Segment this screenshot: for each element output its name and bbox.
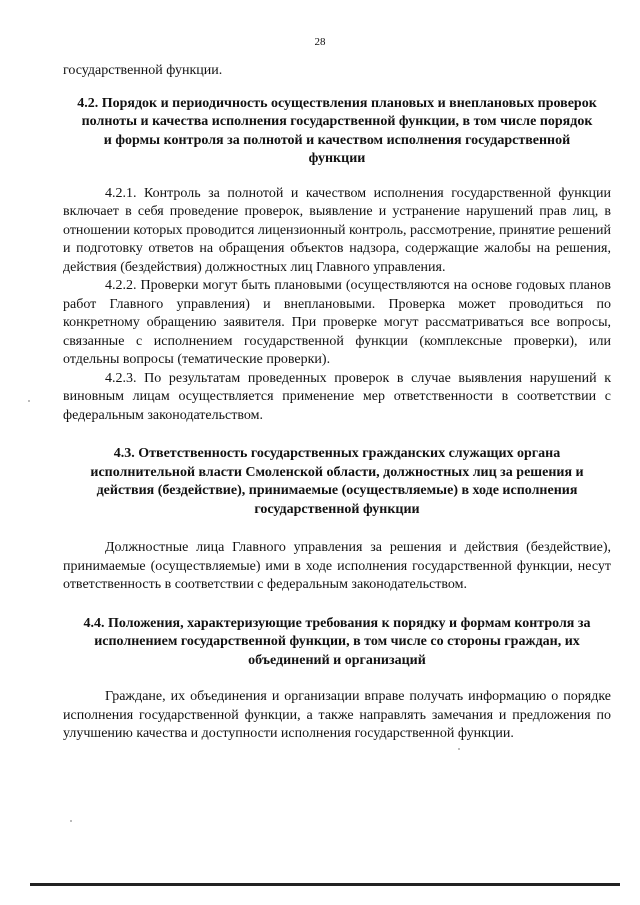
paragraph-4-2-3: 4.2.3. По результатам проведенных проверок в случае выявления нарушений к виновным лицам осуществляется применение мер ответственности в соответствии с федеральным законодательством. [63, 370, 611, 423]
page-number: 28 [314, 36, 326, 48]
scan-speck [28, 400, 30, 402]
scan-speck [458, 748, 460, 750]
paragraph-4-2-1: 4.2.1. Контроль за полнотой и качеством исполнения государственной функции включает в себя проведение проверок, выявление и устранение нарушений прав лиц, в отношении которых проводится лицензионный контроль, рассмотрение, принятие решений и подготовку ответов на обращения объектов надзора, содержащие жалобы на решения, действия (бездействия) должностных лиц Главного управления. [63, 185, 611, 275]
section-heading-4-4: 4.4. Положения, характеризующие требования к порядку и формам контроля за исполнением государственной функции, в том числе со стороны граждан, их объединений и организаций [83, 615, 591, 668]
carry-over-text: государственной функции. [63, 63, 223, 78]
section-heading-4-3: 4.3. Ответственность государственных гражданских служащих органа исполнительной власти Смоленской области, должностных лиц за решения и действия (бездействие), принимаемые (осуществляемые) в ходе исполнения государственной функции [90, 446, 584, 517]
paragraph-4-3: Должностные лица Главного управления за решения и действия (бездействие), принимаемые (осуществляемые) ими в ходе исполнения государственной функции, несут ответственность в соответствии с федеральным законодательством. [63, 540, 611, 592]
document-body [63, 62, 611, 744]
section-heading-4-2: 4.2. Порядок и периодичность осуществления плановых и внеплановых проверок полноты и качества исполнения государственной функции, в том числе порядок и формы контроля за полнотой и качеством исполнения государственной функции [77, 95, 597, 166]
scan-speck [70, 820, 72, 822]
page-bottom-edge [30, 883, 620, 886]
paragraph-4-4: Граждане, их объединения и организации вправе получать информацию о порядке исполнения государственной функции, а также направлять замечания и предложения по улучшению качества и доступности исполнения государственной функции. [63, 689, 611, 741]
paragraph-4-2-2: 4.2.2. Проверки могут быть плановыми (осуществляются на основе годовых планов работ Главного управления) и внеплановыми. Проверка может проводиться по конкретному обращению заявителя. При проверке могут рассматриваться все вопросы, связанные с исполнением государственной функции (комплексные проверки), или отдельны вопросы (тематические проверки). [63, 278, 611, 367]
